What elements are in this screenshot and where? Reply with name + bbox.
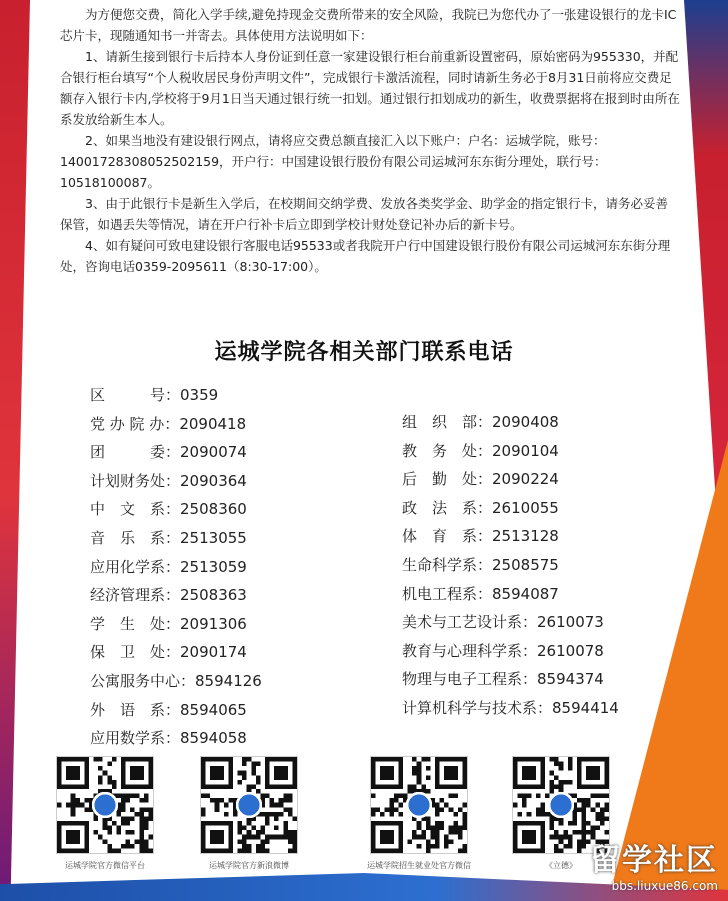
dept-name: 公寓服务中心： bbox=[90, 671, 196, 690]
letter-paragraph-intro: 为方便您交费，简化入学手续,避免持现金交费所带来的安全风险，我院已为您代办了一张建设银行的龙卡IC芯片卡，现随通知书一并寄去。具体使用方法说明如下： bbox=[60, 7, 677, 43]
contacts-title: 运城学院各相关部门联系电话 bbox=[214, 340, 514, 365]
contact-row bbox=[402, 465, 692, 494]
letter-paragraph-3: 3、由于此银行卡是新生入学后，在校期间交纳学费、发放各类奖学金、助学金的指定银行卡，请务必妥善保管，如遇丢失等情况，请在开户行补卡后立即到学校计财处登记补办后的新卡号。 bbox=[60, 196, 668, 232]
contact-row bbox=[402, 608, 692, 637]
contact-row bbox=[402, 437, 692, 466]
phone-number: 2513055 bbox=[180, 528, 247, 547]
letter-paragraph-2: 2、如果当地没有建设银行网点，请将应交费总额直接汇入以下账户：户名：运城学院，账号：14001728308052502159，开户行：中国建设银行股份有限公司运城河东东街分理处，联行号：10518100087。 bbox=[60, 133, 607, 190]
dept-name: 中 文 系： bbox=[90, 500, 181, 519]
dept-name: 音 乐 系： bbox=[90, 528, 181, 547]
phone-number: 2513059 bbox=[180, 557, 247, 576]
contact-row bbox=[90, 495, 350, 524]
contact-row bbox=[402, 694, 692, 723]
phone-number: 2508360 bbox=[180, 500, 247, 519]
contact-row bbox=[402, 665, 692, 694]
letter-paragraph-1: 1、请新生接到银行卡后持本人身份证到任意一家建设银行柜台前重新设置密码，原始密码为955330，并配合银行柜台填写“个人税收居民身份声明文件”，完成银行卡激活流程，同时请新生务必于8月31日前将应交费足额存入银行卡内,学校将于9月1日当天通过银行统一扣划。通过银行扣划成功的新生，收费票据将在报到时由所在系发放给新生本人。 bbox=[60, 49, 680, 127]
qr-caption: 《立德》 bbox=[545, 861, 577, 870]
dept-name: 物理与电子工程系： bbox=[402, 670, 538, 689]
dept-name: 保 卫 处： bbox=[90, 643, 181, 662]
phone-number: 2610055 bbox=[492, 498, 559, 517]
contact-row bbox=[90, 553, 350, 582]
qr-code-icon[interactable] bbox=[200, 756, 298, 854]
contact-row bbox=[90, 410, 350, 439]
qr-code-icon[interactable] bbox=[370, 756, 468, 854]
dept-name: 应用化学系： bbox=[90, 557, 181, 576]
qr-caption: 运城学院招生就业处官方微信 bbox=[367, 861, 471, 870]
contact-row bbox=[402, 494, 692, 523]
phone-number: 8594414 bbox=[552, 698, 619, 717]
contact-row bbox=[402, 408, 692, 437]
contact-row bbox=[90, 667, 350, 696]
qr-admissions bbox=[360, 756, 478, 871]
contacts-right-column bbox=[402, 408, 692, 723]
phone-number: 2610078 bbox=[537, 641, 604, 660]
qr-caption: 运城学院官方新浪微博 bbox=[209, 861, 289, 870]
contact-row bbox=[90, 696, 350, 725]
phone-number: 2090364 bbox=[180, 471, 247, 490]
phone-number: 2090408 bbox=[492, 413, 559, 431]
phone-number: 2090224 bbox=[492, 470, 559, 489]
contact-row bbox=[90, 438, 350, 467]
site-watermark bbox=[590, 835, 718, 893]
contact-row bbox=[90, 724, 350, 753]
contact-row bbox=[402, 637, 692, 666]
notice-letter bbox=[60, 4, 680, 277]
letter-paragraph-4: 4、如有疑问可致电建设银行客服电话95533或者我院开户行中国建设银行股份有限公司运城河东东街分理处，咨询电话0359-2095611（8:30-17:00）。 bbox=[60, 238, 671, 274]
phone-number: 2508363 bbox=[180, 586, 247, 605]
dept-name: 后 勤 处： bbox=[402, 470, 493, 489]
phone-number: 8594058 bbox=[180, 729, 247, 748]
phone-number: 0359 bbox=[180, 386, 219, 404]
contact-row bbox=[90, 610, 350, 639]
phone-number: 8594126 bbox=[195, 671, 262, 690]
dept-name: 计算机科学与技术系： bbox=[402, 698, 553, 717]
phone-number: 2090174 bbox=[180, 643, 247, 662]
phone-number: 2090104 bbox=[492, 441, 559, 460]
contact-row bbox=[90, 581, 350, 610]
phone-number: 2508575 bbox=[492, 555, 559, 574]
dept-name: 区 号： bbox=[90, 386, 181, 404]
phone-number: 2513128 bbox=[492, 527, 559, 546]
contact-row bbox=[90, 467, 350, 496]
contact-row bbox=[402, 580, 692, 609]
phone-number: 8594065 bbox=[180, 700, 247, 719]
dept-name: 体 育 系： bbox=[402, 527, 493, 546]
dept-name: 外 语 系： bbox=[90, 700, 181, 719]
dept-name: 机电工程系： bbox=[402, 584, 493, 603]
contact-row bbox=[90, 638, 350, 667]
contact-row bbox=[90, 524, 350, 553]
contact-row bbox=[402, 551, 692, 580]
dept-name: 组 织 部： bbox=[402, 413, 493, 431]
contacts-left-column bbox=[90, 381, 350, 753]
watermark-title: 留学社区 bbox=[590, 843, 718, 878]
dept-name: 美术与工艺设计系： bbox=[402, 613, 538, 632]
phone-number: 2610073 bbox=[537, 613, 604, 632]
phone-number: 2090418 bbox=[179, 414, 247, 433]
phone-number: 8594374 bbox=[537, 670, 604, 689]
dept-name: 计划财务处： bbox=[90, 471, 181, 490]
contact-row bbox=[90, 381, 350, 410]
dept-name: 学 生 处： bbox=[90, 614, 181, 633]
contact-row bbox=[402, 522, 692, 551]
dept-name: 生命科学系： bbox=[402, 555, 493, 574]
qr-code-icon[interactable] bbox=[56, 756, 154, 854]
phone-number: 2090074 bbox=[180, 443, 247, 462]
qr-wechat bbox=[46, 756, 164, 871]
phone-number: 2091306 bbox=[180, 614, 247, 633]
watermark-url: bbs.liuxue86.com bbox=[611, 879, 718, 893]
dept-name: 教 务 处： bbox=[402, 441, 493, 460]
dept-name: 团 委： bbox=[90, 443, 181, 462]
qr-weibo bbox=[190, 756, 308, 871]
phone-number: 8594087 bbox=[492, 584, 559, 603]
dept-name: 党 办 院 办： bbox=[90, 414, 180, 433]
dept-name: 经济管理系： bbox=[90, 586, 181, 605]
dept-name: 教育与心理科学系： bbox=[402, 641, 538, 660]
dept-name: 政 法 系： bbox=[402, 498, 493, 517]
dept-name: 应用数学系： bbox=[90, 729, 181, 748]
qr-caption: 运城学院官方微信平台 bbox=[65, 861, 145, 870]
left-red-stripe bbox=[0, 0, 30, 901]
